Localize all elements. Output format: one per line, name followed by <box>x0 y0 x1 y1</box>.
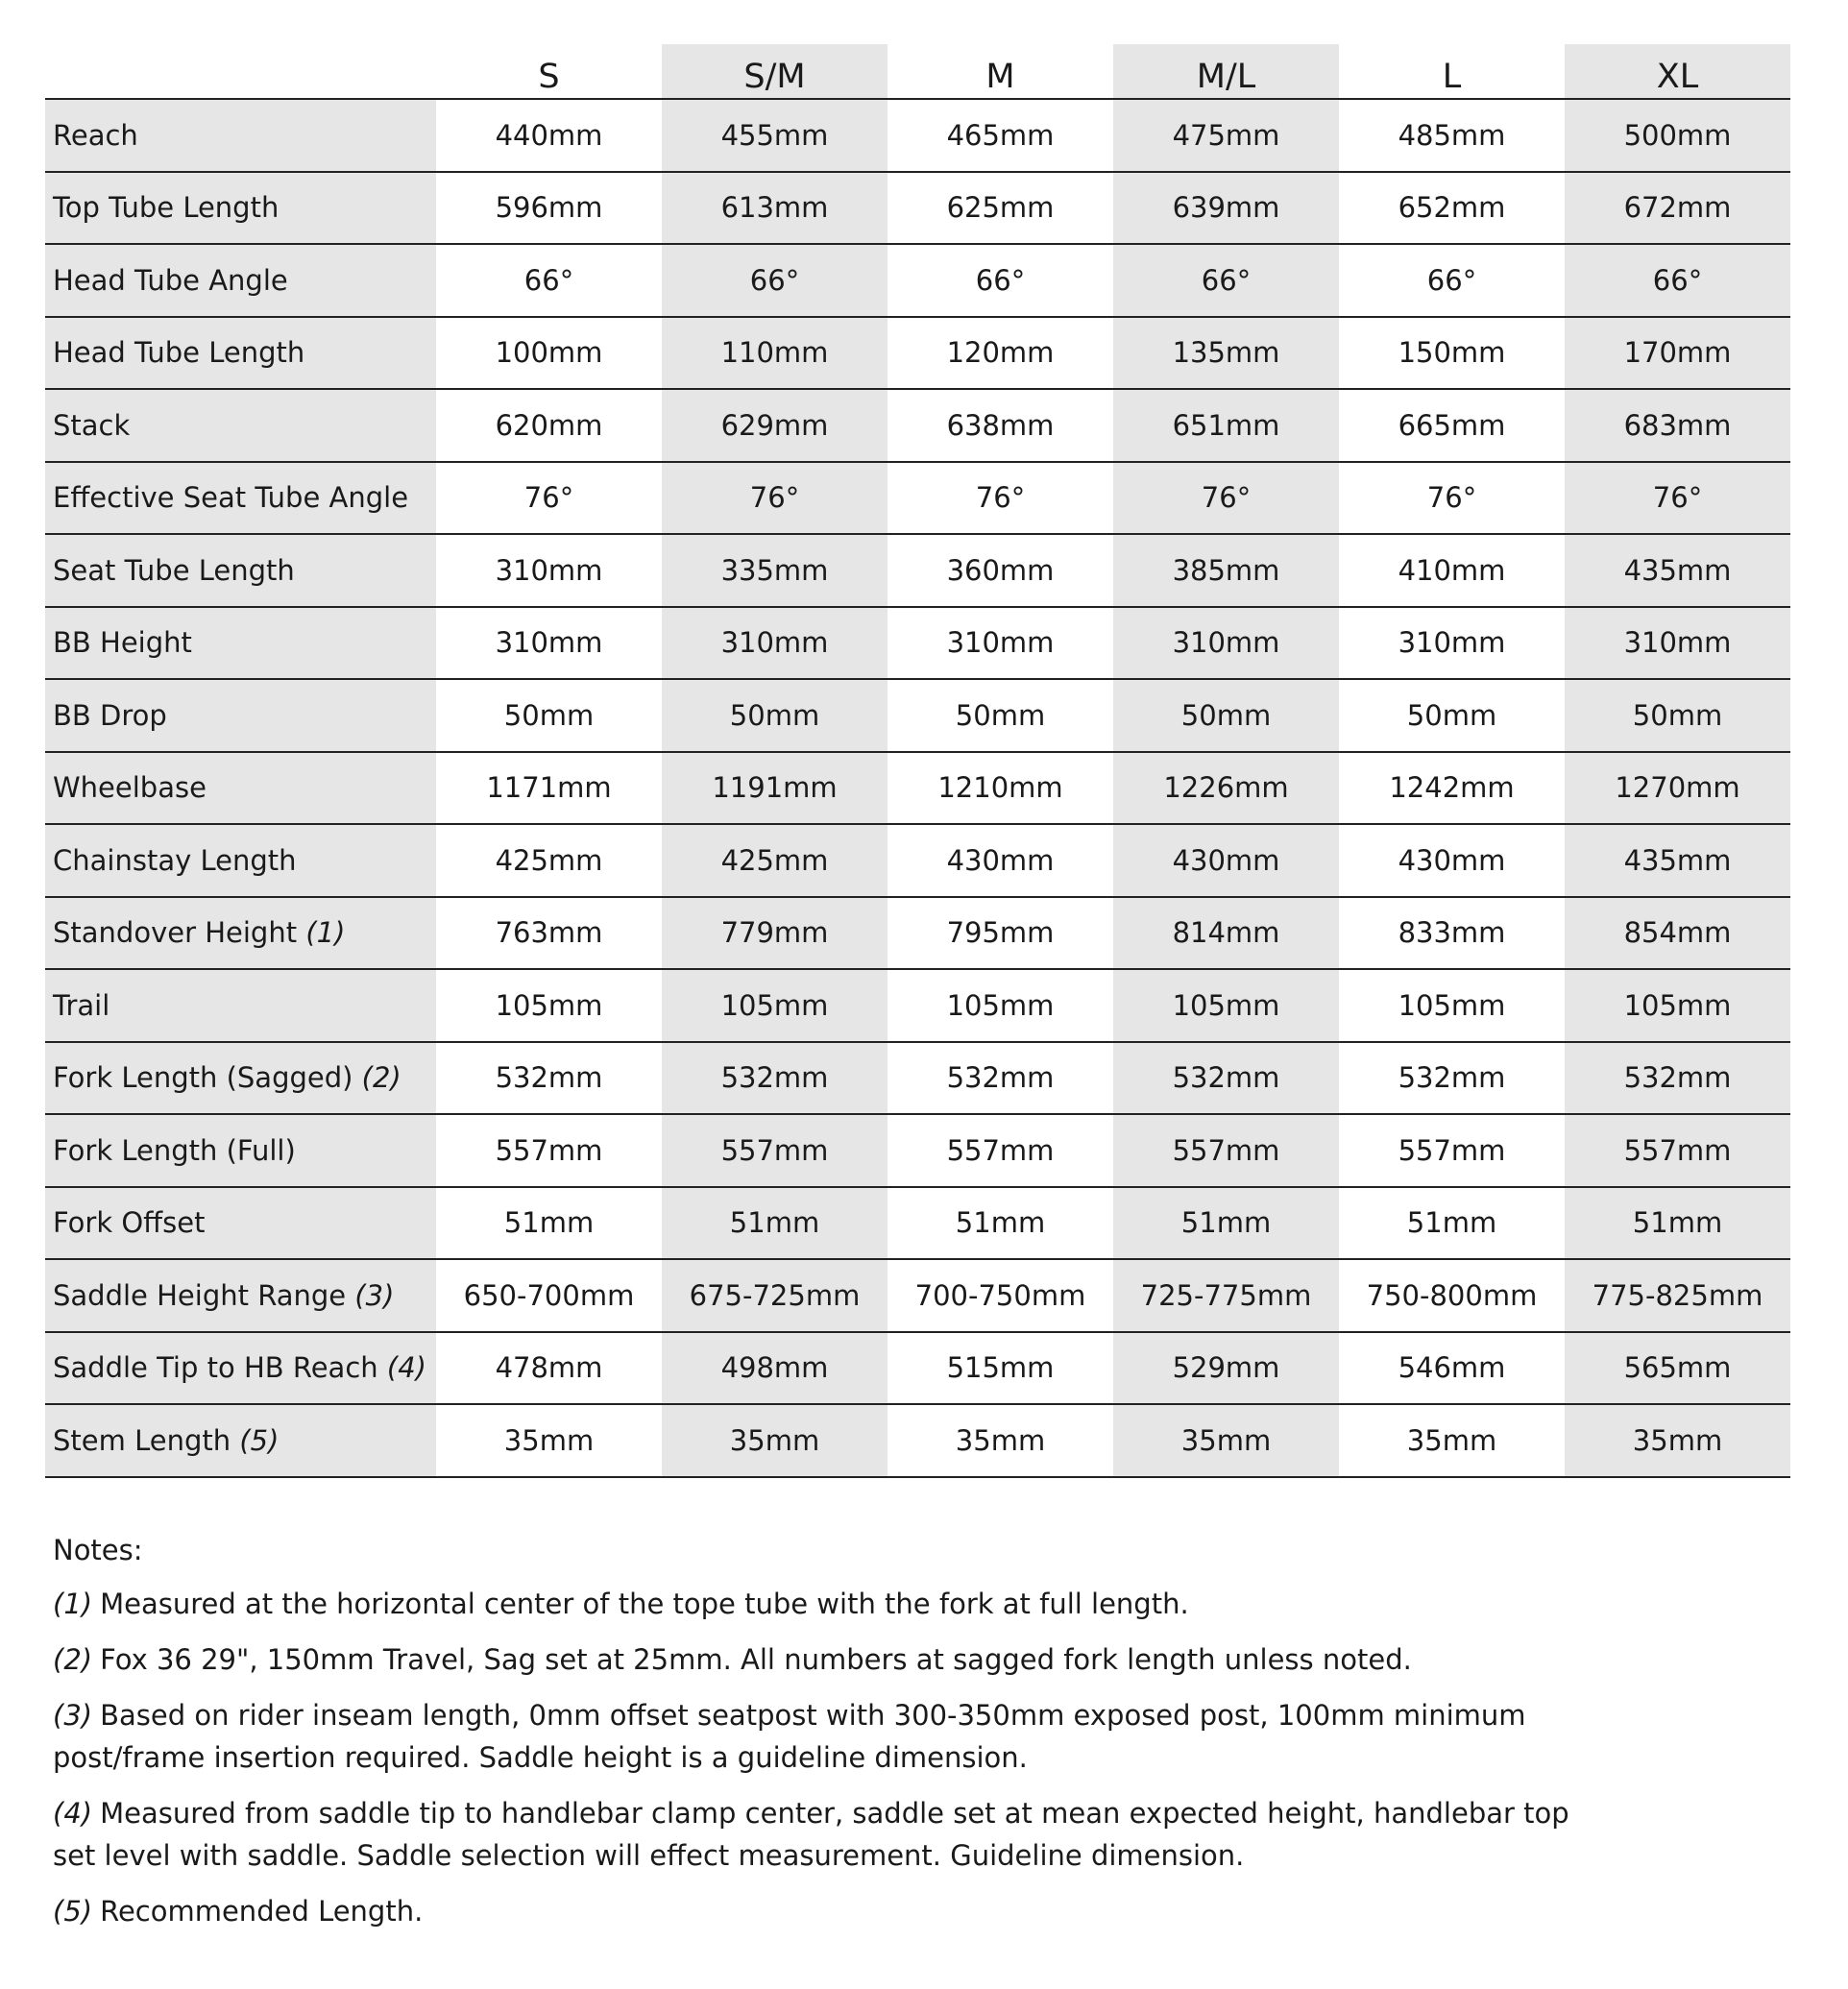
table-row <box>45 1332 1790 1405</box>
row-label-cell <box>45 317 436 390</box>
size-header: XL <box>1565 44 1790 99</box>
row-label: Fork Length (Full) <box>53 1133 296 1167</box>
value-cell: 66° <box>1565 244 1790 317</box>
value-cell: 76° <box>1113 462 1339 535</box>
value-cell: 478mm <box>436 1332 662 1405</box>
value-cell: 546mm <box>1339 1332 1565 1405</box>
value-cell: 150mm <box>1339 317 1565 390</box>
size-header: S <box>436 44 662 99</box>
value-cell: 596mm <box>436 172 662 245</box>
geometry-table <box>45 44 1790 1478</box>
row-label: BB Drop <box>53 698 167 732</box>
row-label-cell <box>45 99 436 172</box>
value-cell: 310mm <box>1113 607 1339 680</box>
note-item <box>53 1638 1590 1681</box>
value-cell: 105mm <box>888 969 1113 1042</box>
value-cell: 50mm <box>1113 679 1339 752</box>
table-row <box>45 969 1790 1042</box>
row-label: Saddle Height Range <box>53 1278 347 1312</box>
row-label-cell <box>45 679 436 752</box>
value-cell: 105mm <box>436 969 662 1042</box>
size-header: M/L <box>1113 44 1339 99</box>
value-cell: 515mm <box>888 1332 1113 1405</box>
value-cell: 66° <box>662 244 888 317</box>
notes-section <box>53 1529 1590 1946</box>
value-cell: 385mm <box>1113 534 1339 607</box>
value-cell: 1242mm <box>1339 752 1565 825</box>
value-cell: 105mm <box>662 969 888 1042</box>
table-row <box>45 534 1790 607</box>
value-cell: 120mm <box>888 317 1113 390</box>
row-label: Wheelbase <box>53 771 207 805</box>
value-cell: 639mm <box>1113 172 1339 245</box>
value-cell: 66° <box>436 244 662 317</box>
table-row <box>45 244 1790 317</box>
value-cell: 557mm <box>662 1114 888 1187</box>
table-row <box>45 1187 1790 1260</box>
row-label: Saddle Tip to HB Reach <box>53 1351 378 1385</box>
value-cell: 50mm <box>662 679 888 752</box>
value-cell: 854mm <box>1565 897 1790 970</box>
row-label: Head Tube Length <box>53 336 305 370</box>
value-cell: 532mm <box>436 1042 662 1115</box>
row-label: Head Tube Angle <box>53 263 288 297</box>
value-cell: 440mm <box>436 99 662 172</box>
value-cell: 51mm <box>1565 1187 1790 1260</box>
value-cell: 638mm <box>888 389 1113 462</box>
value-cell: 51mm <box>662 1187 888 1260</box>
table-row <box>45 1114 1790 1187</box>
row-label-cell <box>45 1259 436 1332</box>
row-label: BB Height <box>53 626 192 660</box>
value-cell: 532mm <box>1565 1042 1790 1115</box>
value-cell: 35mm <box>1113 1404 1339 1477</box>
size-header-row <box>45 44 1790 99</box>
row-label: Fork Offset <box>53 1206 206 1240</box>
value-cell: 310mm <box>436 534 662 607</box>
value-cell: 485mm <box>1339 99 1565 172</box>
value-cell: 430mm <box>1113 824 1339 897</box>
value-cell: 795mm <box>888 897 1113 970</box>
value-cell: 532mm <box>662 1042 888 1115</box>
row-label-cell <box>45 1187 436 1260</box>
footnote-ref: (2) <box>361 1061 401 1095</box>
row-label-cell <box>45 752 436 825</box>
value-cell: 613mm <box>662 172 888 245</box>
note-text: Measured at the horizontal center of the tope tube with the fork at full length. <box>100 1588 1189 1620</box>
value-cell: 683mm <box>1565 389 1790 462</box>
table-row <box>45 172 1790 245</box>
header-corner <box>45 44 436 99</box>
value-cell: 652mm <box>1339 172 1565 245</box>
value-cell: 76° <box>436 462 662 535</box>
size-header: S/M <box>662 44 888 99</box>
value-cell: 51mm <box>1339 1187 1565 1260</box>
value-cell: 650-700mm <box>436 1259 662 1332</box>
row-label-cell <box>45 1404 436 1477</box>
value-cell: 50mm <box>436 679 662 752</box>
value-cell: 76° <box>888 462 1113 535</box>
value-cell: 532mm <box>888 1042 1113 1115</box>
value-cell: 430mm <box>1339 824 1565 897</box>
value-cell: 725-775mm <box>1113 1259 1339 1332</box>
row-label-cell <box>45 824 436 897</box>
note-item <box>53 1583 1590 1625</box>
row-label: Stack <box>53 408 131 442</box>
table-row <box>45 1259 1790 1332</box>
value-cell: 66° <box>1113 244 1339 317</box>
note-text: Recommended Length. <box>100 1895 424 1928</box>
table-row <box>45 607 1790 680</box>
note-item <box>53 1694 1590 1779</box>
footnote-ref: (5) <box>239 1423 280 1457</box>
value-cell: 435mm <box>1565 534 1790 607</box>
value-cell: 50mm <box>888 679 1113 752</box>
value-cell: 105mm <box>1565 969 1790 1042</box>
note-number: (4) <box>53 1797 93 1830</box>
row-label-cell <box>45 389 436 462</box>
value-cell: 335mm <box>662 534 888 607</box>
value-cell: 465mm <box>888 99 1113 172</box>
note-text: Measured from saddle tip to handlebar clamp center, saddle set at mean expected height, handlebar top set level with saddle. Saddle selection will effect measurement. Guideline dimension. <box>53 1797 1569 1872</box>
value-cell: 105mm <box>1113 969 1339 1042</box>
value-cell: 565mm <box>1565 1332 1790 1405</box>
row-label: Standover Height <box>53 916 298 950</box>
value-cell: 750-800mm <box>1339 1259 1565 1332</box>
value-cell: 625mm <box>888 172 1113 245</box>
value-cell: 35mm <box>1565 1404 1790 1477</box>
value-cell: 557mm <box>1565 1114 1790 1187</box>
value-cell: 665mm <box>1339 389 1565 462</box>
value-cell: 360mm <box>888 534 1113 607</box>
row-label: Reach <box>53 118 138 152</box>
value-cell: 435mm <box>1565 824 1790 897</box>
value-cell: 620mm <box>436 389 662 462</box>
value-cell: 779mm <box>662 897 888 970</box>
value-cell: 35mm <box>436 1404 662 1477</box>
value-cell: 557mm <box>888 1114 1113 1187</box>
row-label-cell <box>45 172 436 245</box>
row-label: Fork Length (Sagged) <box>53 1061 353 1095</box>
value-cell: 651mm <box>1113 389 1339 462</box>
value-cell: 51mm <box>1113 1187 1339 1260</box>
value-cell: 500mm <box>1565 99 1790 172</box>
value-cell: 532mm <box>1113 1042 1339 1115</box>
value-cell: 170mm <box>1565 317 1790 390</box>
row-label-cell <box>45 1042 436 1115</box>
value-cell: 51mm <box>436 1187 662 1260</box>
value-cell: 66° <box>1339 244 1565 317</box>
row-label-cell <box>45 1114 436 1187</box>
value-cell: 1210mm <box>888 752 1113 825</box>
value-cell: 110mm <box>662 317 888 390</box>
value-cell: 310mm <box>1565 607 1790 680</box>
row-label-cell <box>45 969 436 1042</box>
value-cell: 35mm <box>662 1404 888 1477</box>
value-cell: 310mm <box>1339 607 1565 680</box>
row-label: Effective Seat Tube Angle <box>53 481 409 515</box>
notes-title: Notes: <box>53 1534 143 1566</box>
value-cell: 100mm <box>436 317 662 390</box>
row-label-cell <box>45 1332 436 1405</box>
size-header: M <box>888 44 1113 99</box>
table-row <box>45 824 1790 897</box>
row-label-cell <box>45 897 436 970</box>
value-cell: 557mm <box>1339 1114 1565 1187</box>
value-cell: 76° <box>662 462 888 535</box>
table-row <box>45 99 1790 172</box>
value-cell: 475mm <box>1113 99 1339 172</box>
row-label-cell <box>45 244 436 317</box>
row-label: Chainstay Length <box>53 843 297 877</box>
value-cell: 775-825mm <box>1565 1259 1790 1332</box>
value-cell: 425mm <box>662 824 888 897</box>
row-label: Stem Length <box>53 1423 231 1457</box>
note-number: (1) <box>53 1588 93 1620</box>
row-label: Top Tube Length <box>53 191 280 225</box>
value-cell: 1171mm <box>436 752 662 825</box>
value-cell: 675-725mm <box>662 1259 888 1332</box>
value-cell: 35mm <box>888 1404 1113 1477</box>
value-cell: 310mm <box>436 607 662 680</box>
value-cell: 498mm <box>662 1332 888 1405</box>
value-cell: 672mm <box>1565 172 1790 245</box>
value-cell: 105mm <box>1339 969 1565 1042</box>
geometry-table-body <box>45 99 1790 1477</box>
value-cell: 66° <box>888 244 1113 317</box>
value-cell: 51mm <box>888 1187 1113 1260</box>
value-cell: 76° <box>1565 462 1790 535</box>
value-cell: 310mm <box>662 607 888 680</box>
table-row <box>45 1042 1790 1115</box>
value-cell: 529mm <box>1113 1332 1339 1405</box>
table-row <box>45 1404 1790 1477</box>
note-text: Fox 36 29", 150mm Travel, Sag set at 25mm. All numbers at sagged fork length unless noted. <box>100 1643 1412 1676</box>
value-cell: 425mm <box>436 824 662 897</box>
footnote-ref: (4) <box>386 1351 426 1385</box>
notes-list <box>53 1583 1590 1932</box>
note-number: (5) <box>53 1895 93 1928</box>
value-cell: 455mm <box>662 99 888 172</box>
table-row <box>45 317 1790 390</box>
value-cell: 700-750mm <box>888 1259 1113 1332</box>
note-text: Based on rider inseam length, 0mm offset seatpost with 300-350mm exposed post, 100mm minimum post/frame insertion required. Saddle height is a guideline dimension. <box>53 1699 1526 1774</box>
value-cell: 763mm <box>436 897 662 970</box>
table-row <box>45 389 1790 462</box>
row-label-cell <box>45 534 436 607</box>
value-cell: 1270mm <box>1565 752 1790 825</box>
row-label: Trail <box>53 988 110 1022</box>
value-cell: 1191mm <box>662 752 888 825</box>
value-cell: 557mm <box>436 1114 662 1187</box>
value-cell: 35mm <box>1339 1404 1565 1477</box>
row-label-cell <box>45 462 436 535</box>
row-label-cell <box>45 607 436 680</box>
value-cell: 1226mm <box>1113 752 1339 825</box>
value-cell: 430mm <box>888 824 1113 897</box>
table-row <box>45 897 1790 970</box>
row-label: Seat Tube Length <box>53 553 295 587</box>
note-item <box>53 1890 1590 1932</box>
value-cell: 833mm <box>1339 897 1565 970</box>
footnote-ref: (3) <box>354 1278 395 1312</box>
value-cell: 557mm <box>1113 1114 1339 1187</box>
table-row <box>45 752 1790 825</box>
note-number: (3) <box>53 1699 93 1732</box>
note-item <box>53 1792 1590 1877</box>
value-cell: 76° <box>1339 462 1565 535</box>
note-number: (2) <box>53 1643 93 1676</box>
value-cell: 50mm <box>1565 679 1790 752</box>
value-cell: 629mm <box>662 389 888 462</box>
table-row <box>45 462 1790 535</box>
value-cell: 310mm <box>888 607 1113 680</box>
value-cell: 532mm <box>1339 1042 1565 1115</box>
value-cell: 135mm <box>1113 317 1339 390</box>
size-header: L <box>1339 44 1565 99</box>
value-cell: 50mm <box>1339 679 1565 752</box>
table-row <box>45 679 1790 752</box>
value-cell: 814mm <box>1113 897 1339 970</box>
footnote-ref: (1) <box>305 916 346 950</box>
value-cell: 410mm <box>1339 534 1565 607</box>
